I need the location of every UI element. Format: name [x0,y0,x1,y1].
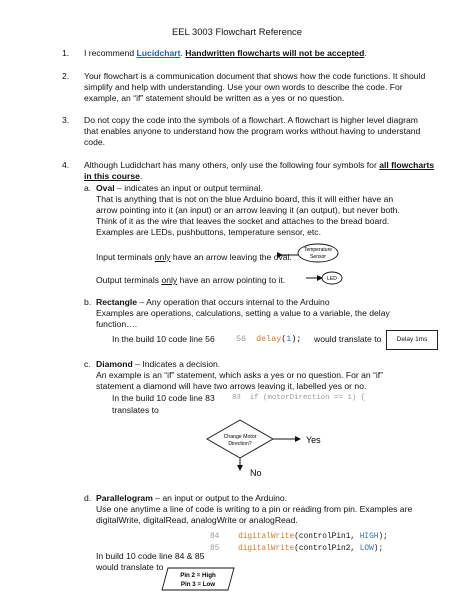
item-4-pre: Although Ludidchart has many others, only use the following four symbols for [84,160,380,170]
item-2-line-3: example, an “if” statement should be written as a yes or no question. [84,93,345,103]
item-2-line-1: Your flowchart is a communication document that shows how the code functions. It should [84,71,426,81]
para-code-num-1: 84 [210,533,220,541]
diamond-translates-text: translates to [112,405,159,415]
diamond-letter: c. [84,359,91,369]
para-code-args-1: (controlPin1, [294,533,360,541]
para-name: Parallelogram [96,493,153,503]
input-oval-label-2: Sensor [310,254,326,260]
handwritten-warning: Handwritten flowcharts will not be accepted [185,48,365,58]
item-4-end: . [139,171,143,181]
decision-label-1: Change Motor [223,434,257,440]
diamond-build-text: In the build 10 code line 83 [112,393,215,403]
input-end: have an arrow leaving the oval. [170,252,292,262]
item-4-number: 4. [62,160,70,170]
item-2-line-2: simplify and help with understanding. Use your own words to describe the code. For [84,82,403,92]
item-3-line-2: that enables anyone to understand how the program works without having to understand [84,126,421,136]
oval-name: Oval [96,183,115,193]
rect-build-text: In the build 10 code line 56 [112,334,215,344]
diamond-desc: – Indicates a decision. [132,359,221,369]
output-terminal-text [96,275,285,286]
para-line-2: digitalWrite, digitalRead, analogWrite or analogRead. [96,515,298,525]
io-label-1: Pin 2 = High [180,572,216,579]
io-label-2: Pin 3 = Low [180,581,216,588]
input-terminal-text [96,252,292,263]
para-build-text: In build 10 code line 84 & 85 [96,551,205,561]
item-1-number: 1. [62,48,70,58]
rect-code-fn: delay [256,334,282,344]
item-1 [84,48,367,59]
rect-line-2: function…. [96,319,138,329]
yes-label: Yes [306,435,321,445]
rect-code-arg: 1 [286,334,292,344]
output-oval-label: LED [327,276,337,282]
rect-heading [96,297,330,308]
diamond-code-num: 83 [232,394,241,402]
rect-code-close: ); [291,334,302,344]
item-1-sep: . [180,48,186,58]
para-code-const-1: HIGH [359,533,379,541]
oval-line-2: arrow pointing into it (an input) or an arrow leaving it (an output), but never both. [96,205,400,215]
oval-diagrams [270,240,380,290]
rect-code-num: 56 [236,334,247,344]
diamond-name: Diamond [96,359,133,369]
para-code-const-2: LOW [359,545,374,553]
item-1-pre: I recommend [84,48,137,58]
item-4-line-2 [84,171,142,182]
para-line-1: Use one anytime a line of code is writing to a pin or reading from pin. Examples are [96,504,413,514]
rect-desc: – Any operation that occurs internal to the Arduino [137,297,330,307]
para-letter: d. [84,493,92,503]
oval-line-1: That is anything that is not on the blue Arduino board, this it will either have an [96,194,394,204]
para-code-end-2: ); [373,545,384,553]
para-heading [96,493,287,504]
diamond-code-line [232,393,365,404]
rect-letter: b. [84,297,92,307]
oval-heading [96,183,263,194]
decision-diagram [200,412,340,480]
oval-line-3: Think of it as the wire that leaves the socket and attaches to the bread board. [96,216,390,226]
item-3-number: 3. [62,115,70,125]
output-end: have an arrow pointing to it. [177,275,286,285]
decision-label-2: Direction? [228,441,252,447]
rect-translate-text: would translate to [314,334,382,344]
output-only: only [161,275,178,285]
item-2-number: 2. [62,71,70,81]
diamond-line-1: An example is an “if” statement, which asks a yes or no question. For an “if” [96,370,384,380]
lucidchart-link[interactable]: Lucidchart [136,48,181,58]
para-code-fn-1: digitalWrite [238,533,295,541]
oval-desc: – indicates an input or output terminal. [114,183,263,193]
all-flowcharts-text: all flowcharts [379,160,435,170]
delay-rectangle: Delay 1ms [386,330,438,350]
input-only: only [154,252,171,262]
para-code-line-2 [210,544,383,555]
in-this-course-text: in this course [84,171,140,181]
input-oval-label-1: Temperature [303,247,333,253]
no-label: No [250,468,262,478]
para-code-end-1: ); [378,533,388,541]
para-code-line-1 [210,532,388,543]
diamond-code-text: if (motorDirection == 1) { [249,394,366,402]
para-translate-text: would translate to [96,562,164,572]
oval-letter: a. [84,183,92,193]
para-code-args-2: (controlPin2, [294,545,360,553]
input-pre: Input terminals [96,252,155,262]
output-pre: Output terminals [96,275,162,285]
para-code-num-2: 85 [210,545,220,553]
item-1-end: . [364,48,367,58]
io-diagram [160,566,238,592]
para-desc: – an input or output to the Arduino. [152,493,288,503]
rect-code-line [236,334,301,345]
rect-name: Rectangle [96,297,138,307]
rect-code-open: ( [281,334,287,344]
diamond-line-2: statement a diamond will have two arrows leaving it, labelled yes or no. [96,381,367,391]
item-4-line-1 [84,160,434,171]
para-code-fn-2: digitalWrite [238,545,295,553]
item-3-line-1: Do not copy the code into the symbols of a flowchart. A flowchart is higher level diagram [84,115,418,125]
page-title: EEL 3003 Flowchart Reference [172,26,302,37]
diamond-heading [96,359,220,370]
rect-line-1: Examples are operations, calculations, setting a value to a variable, the delay [96,308,390,318]
oval-line-4: Examples are LEDs, pushbuttons, temperature sensor, etc. [96,227,321,237]
item-3-line-3: code. [84,137,106,147]
